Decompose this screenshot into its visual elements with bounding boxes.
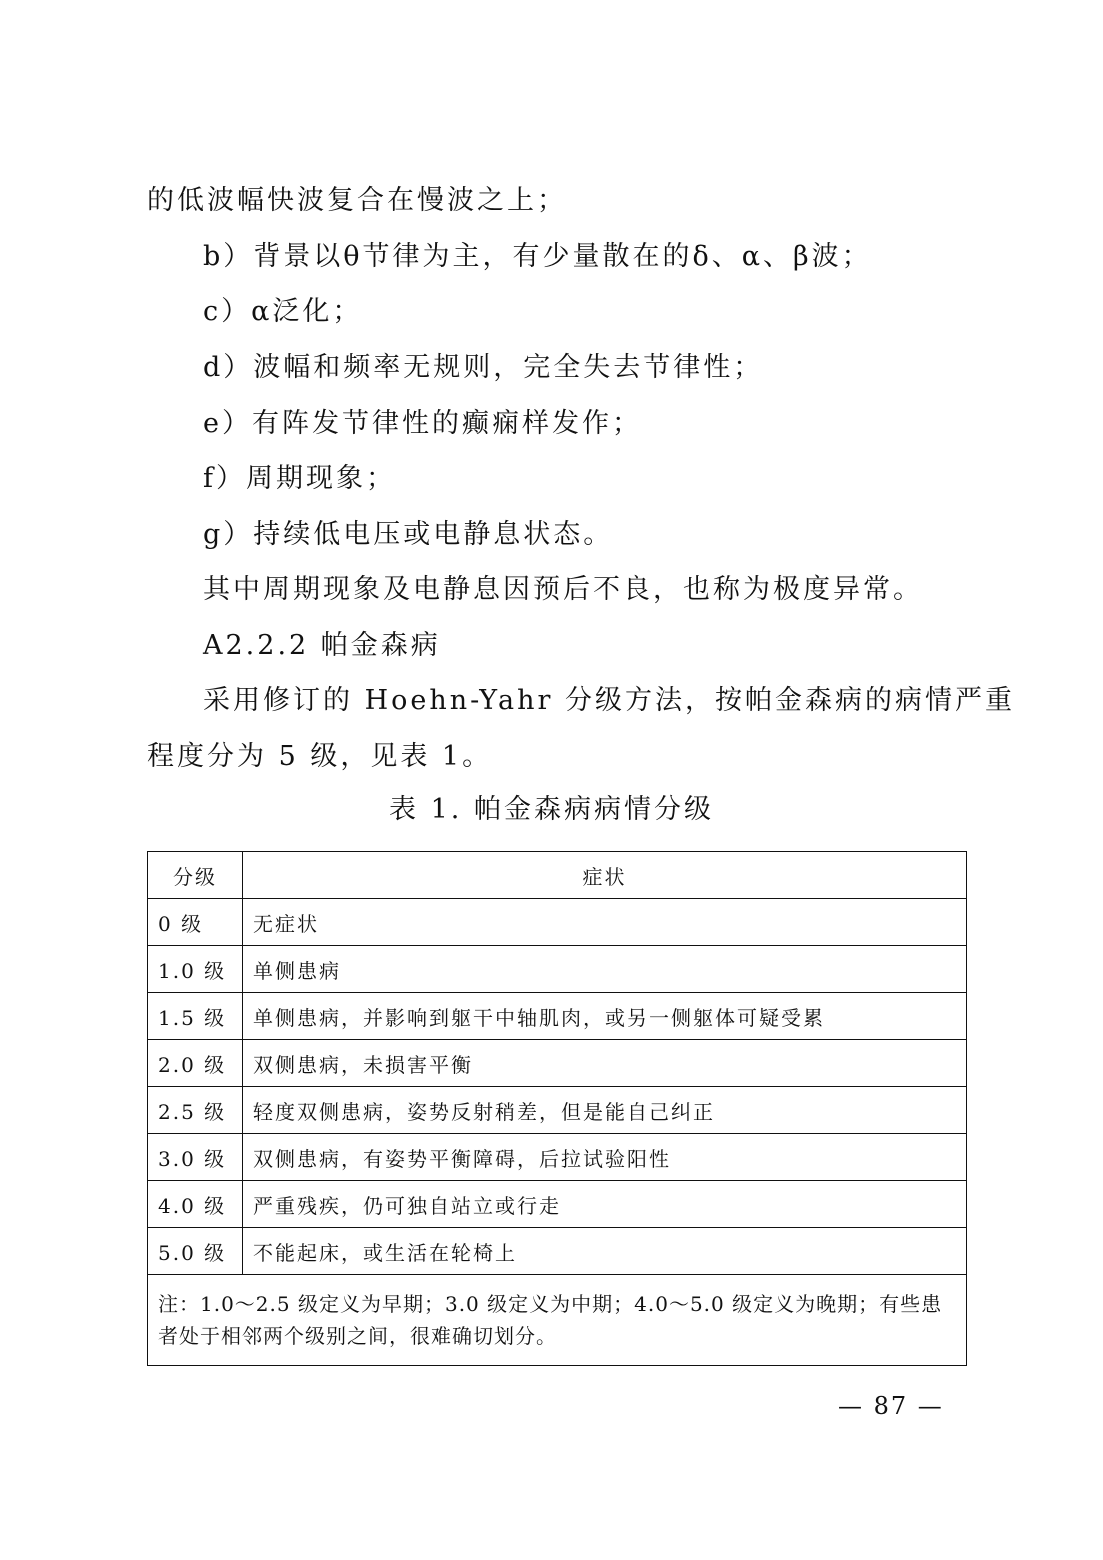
cell-symptom: 严重残疾，仍可独自站立或行走 [243,1181,967,1228]
table-row [148,1040,967,1087]
table-footnote: 注：1.0～2.5 级定义为早期；3.0 级定义为中期；4.0～5.0 级定义为晚期；有些患者处于相邻两个级别之间，很难确切划分。 [148,1275,967,1366]
table-row [148,1181,967,1228]
table-header-row [148,852,967,899]
cell-symptom: 轻度双侧患病，姿势反射稍差，但是能自己纠正 [243,1087,967,1134]
cell-symptom: 双侧患病，有姿势平衡障碍，后拉试验阳性 [243,1134,967,1181]
table-footnote-row [148,1275,967,1366]
cell-symptom: 双侧患病，未损害平衡 [243,1040,967,1087]
body-paragraph-note: 其中周期现象及电静息因预后不良，也称为极度异常。 [203,574,923,605]
cell-grade: 1.5 级 [148,993,243,1040]
list-item-d: d）波幅和频率无规则，完全失去节律性； [203,352,764,383]
table-row [148,946,967,993]
list-item-g: g）持续低电压或电静息状态。 [203,519,614,550]
table-row [148,993,967,1040]
table-row [148,1134,967,1181]
table-row [148,899,967,946]
header-grade: 分级 [148,852,243,899]
cell-grade: 1.0 级 [148,946,243,993]
cell-symptom: 不能起床，或生活在轮椅上 [243,1228,967,1275]
cell-grade: 5.0 级 [148,1228,243,1275]
body-paragraph-line: 采用修订的 Hoehn-Yahr 分级方法，按帕金森病的病情严重 [203,685,1016,716]
list-item-c: c）α泛化； [203,296,363,327]
list-item-f: f）周期现象； [203,463,396,494]
grade-table [147,851,967,1366]
table-row [148,1228,967,1275]
table-row [148,1087,967,1134]
cell-symptom: 无症状 [243,899,967,946]
table-caption: 表 1. 帕金森病病情分级 [389,794,714,825]
cell-symptom: 单侧患病 [243,946,967,993]
section-heading: A2.2.2 帕金森病 [203,630,441,661]
cell-symptom: 单侧患病，并影响到躯干中轴肌肉，或另一侧躯体可疑受累 [243,993,967,1040]
cell-grade: 4.0 级 [148,1181,243,1228]
body-line-continuation: 的低波幅快波复合在慢波之上； [147,185,567,216]
cell-grade: 2.5 级 [148,1087,243,1134]
cell-grade: 2.0 级 [148,1040,243,1087]
body-paragraph-line: 程度分为 5 级，见表 1。 [147,741,493,772]
list-item-e: e）有阵发节律性的癫痫样发作； [203,408,642,439]
cell-grade: 3.0 级 [148,1134,243,1181]
header-symptom: 症状 [243,852,967,899]
cell-grade: 0 级 [148,899,243,946]
page-number: — 87 — [838,1392,944,1420]
list-item-b: b）背景以θ节律为主，有少量散在的δ、α、β波； [203,241,872,272]
